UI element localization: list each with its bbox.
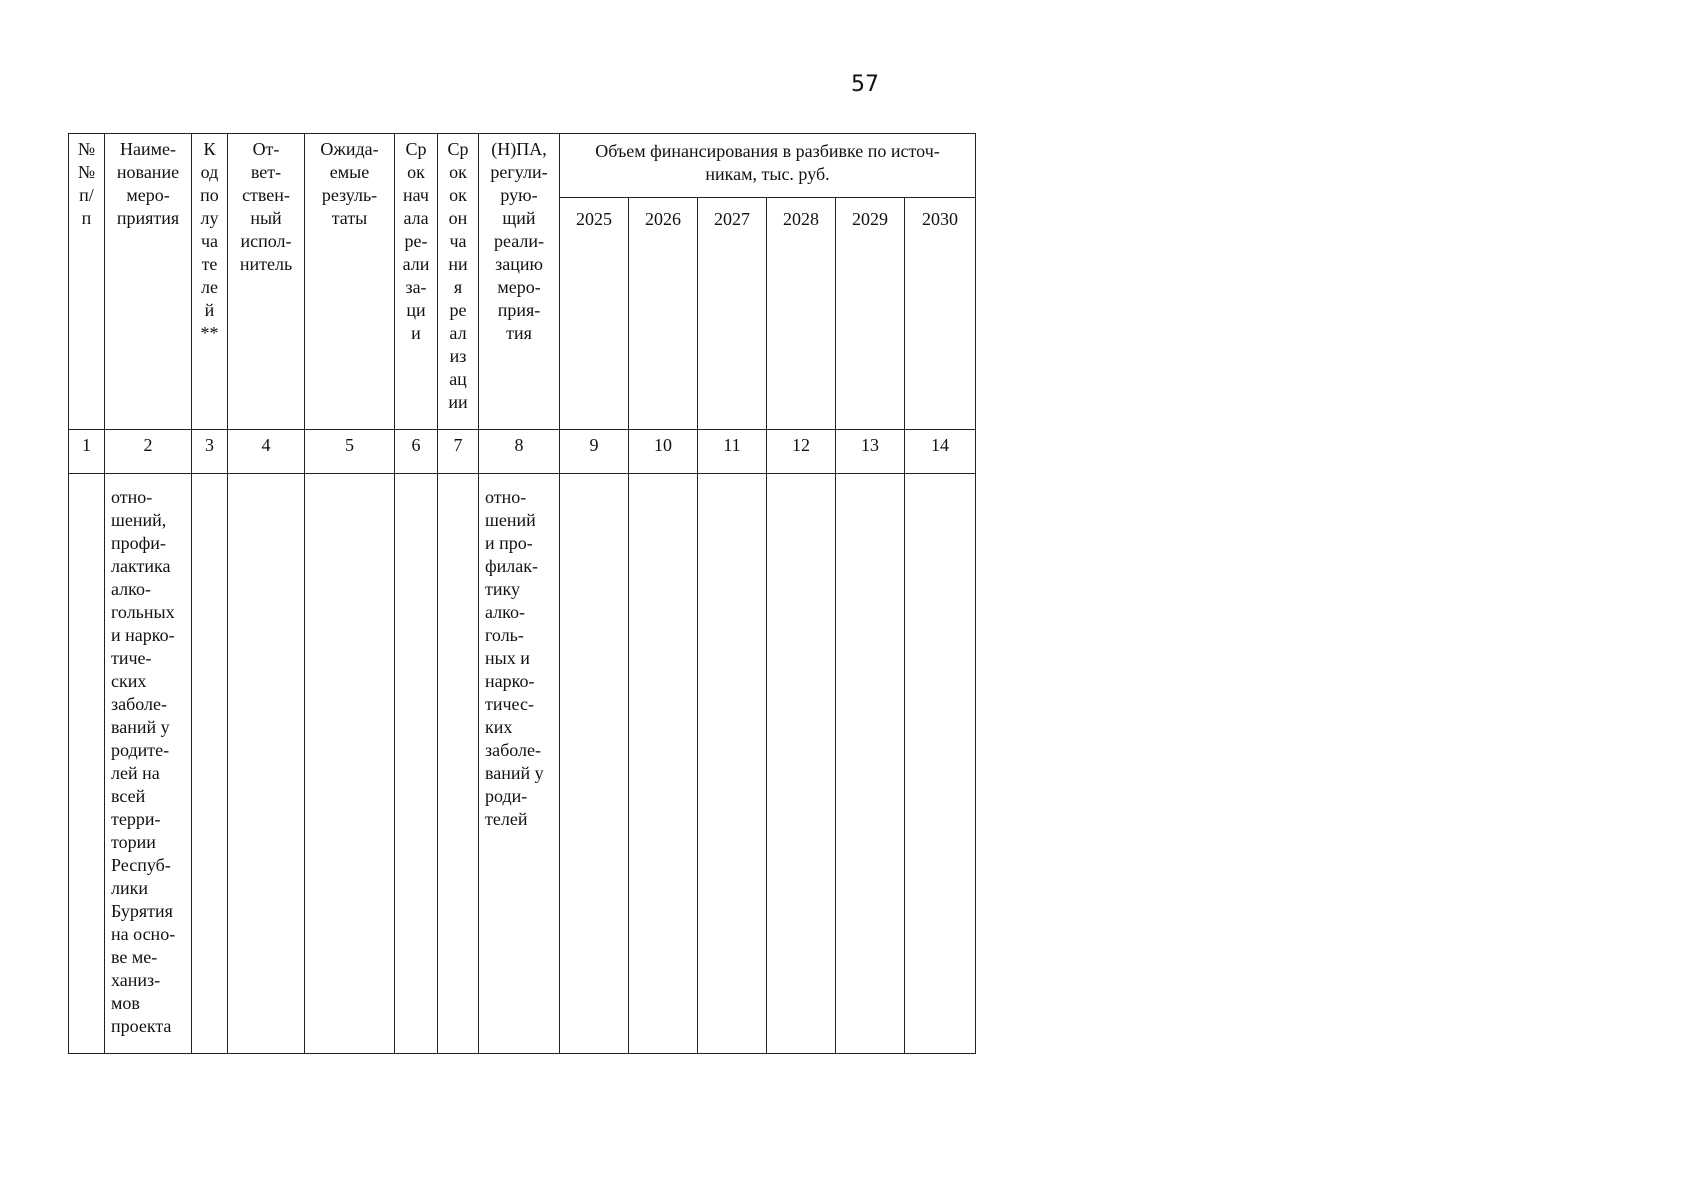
column-number-row <box>69 430 976 474</box>
body-cell-2030 <box>905 474 976 1054</box>
body-cell-executor <box>228 474 305 1054</box>
header-cell-start-date: Ср ок нач ала ре- али за- ци и <box>395 134 438 430</box>
column-number-cell: 7 <box>438 430 479 474</box>
column-number-cell: 10 <box>629 430 698 474</box>
body-cell-recipient-code <box>192 474 228 1054</box>
header-cell-name: Наиме- нование меро- приятия <box>105 134 192 430</box>
column-number-cell: 13 <box>836 430 905 474</box>
body-cell-expected-results <box>305 474 395 1054</box>
column-number-cell: 8 <box>479 430 560 474</box>
column-number-cell: 14 <box>905 430 976 474</box>
body-cell-2029 <box>836 474 905 1054</box>
header-cell-recipient-code: К од по лу ча те ле й ** <box>192 134 228 430</box>
year-cell: 2026 <box>629 198 698 430</box>
year-cell: 2029 <box>836 198 905 430</box>
header-cell-executor: От- вет- ствен- ный испол- нитель <box>228 134 305 430</box>
body-cell-start-date <box>395 474 438 1054</box>
column-number-cell: 1 <box>69 430 105 474</box>
column-number-cell: 5 <box>305 430 395 474</box>
year-cell: 2028 <box>767 198 836 430</box>
body-cell-2027 <box>698 474 767 1054</box>
header-cell-regulation: (Н)ПА, регули- рую- щий реали- зацию меро- прия- тия <box>479 134 560 430</box>
body-cell-regulation: отно- шений и про- филак- тику алко- голь- ных и нарко- тичес- ких заболе- ваний у роди- телей <box>479 474 560 1054</box>
body-cell-2025 <box>560 474 629 1054</box>
column-number-cell: 4 <box>228 430 305 474</box>
column-number-cell: 12 <box>767 430 836 474</box>
year-cell: 2025 <box>560 198 629 430</box>
header-cell-number: № № п/ п <box>69 134 105 430</box>
column-number-cell: 2 <box>105 430 192 474</box>
body-cell-2028 <box>767 474 836 1054</box>
column-number-cell: 9 <box>560 430 629 474</box>
year-cell: 2027 <box>698 198 767 430</box>
body-cell-2026 <box>629 474 698 1054</box>
column-number-cell: 3 <box>192 430 228 474</box>
column-number-cell: 11 <box>698 430 767 474</box>
body-cell-name: отно- шений, профи- лактика алко- гольных и нарко- тиче- ских заболе- ваний у родите- лей на всей терри- тории Респуб- лики Бурятия на осно- ве ме- ханиз- мов проекта <box>105 474 192 1054</box>
column-number-cell: 6 <box>395 430 438 474</box>
header-cell-end-date: Ср ок ок он ча ни я ре ал из ац ии <box>438 134 479 430</box>
header-row <box>69 134 976 198</box>
body-cell-end-date <box>438 474 479 1054</box>
header-cell-financing: Объем финансирования в разбивке по источ- никам, тыс. руб. <box>560 134 976 198</box>
header-cell-expected-results: Ожида- емые резуль- таты <box>305 134 395 430</box>
year-cell: 2030 <box>905 198 976 430</box>
page-number: 57 <box>851 72 879 97</box>
table-row <box>69 474 976 1054</box>
body-cell-number <box>69 474 105 1054</box>
financing-table <box>68 133 976 1054</box>
